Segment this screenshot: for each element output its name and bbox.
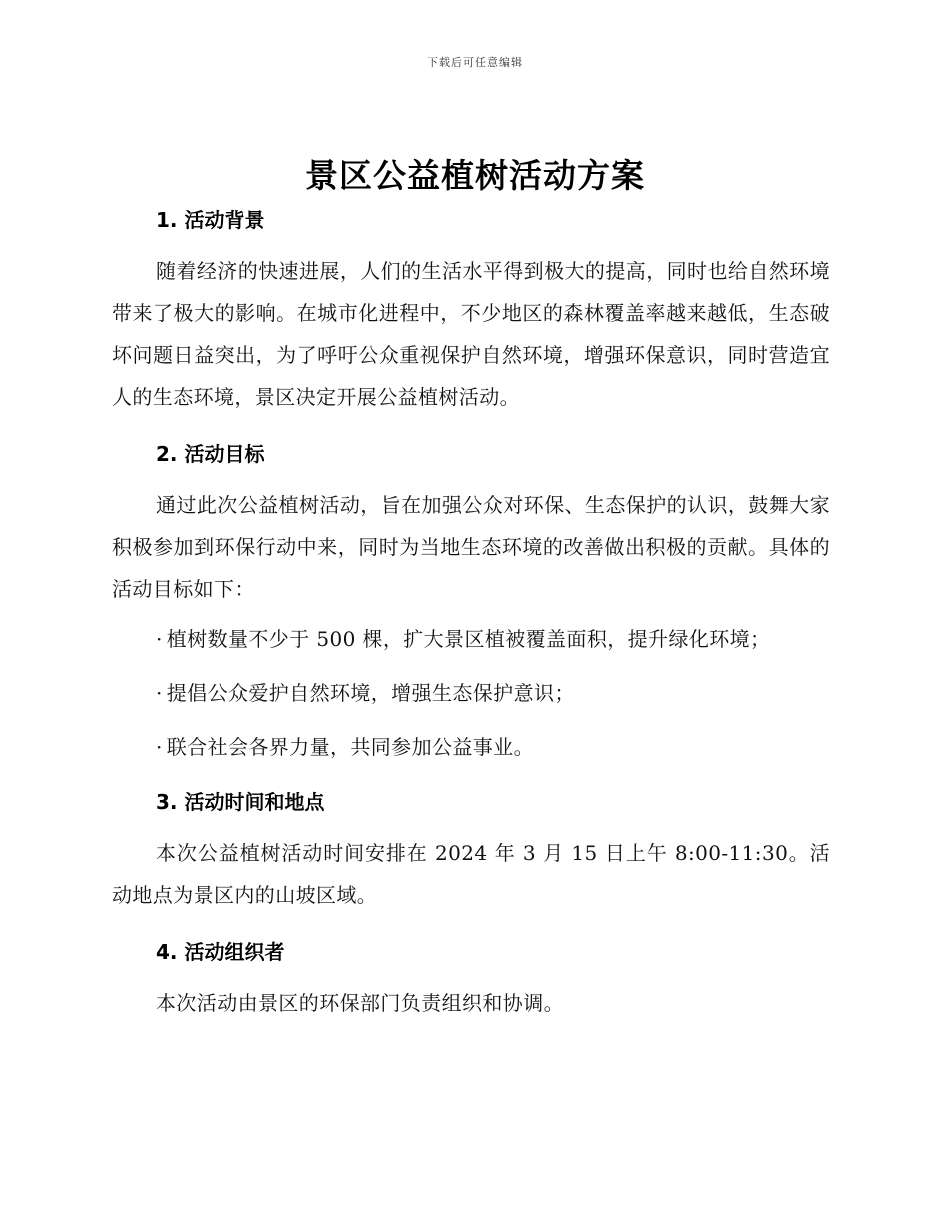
goals-list [112, 612, 830, 774]
section-heading: 4. 活动组织者 [156, 940, 285, 964]
section-paragraph: 随着经济的快速进展，人们的生活水平得到极大的提高，同时也给自然环境带来了极大的影响。在城市化进程中，不少地区的森林覆盖率越来越低，生态破坏问题日益突出，为了呼吁公众重视保护自然环境，增强环保意识，同时营造宜人的生态环境，景区决定开展公益植树活动。 [112, 259, 830, 409]
section-goals [112, 432, 830, 774]
header-note: 下载后可任意编辑 [427, 56, 523, 69]
section-organizer [112, 930, 830, 1024]
document-body [112, 198, 830, 1038]
list-item-text: 提倡公众爱护自然环境，增强生态保护意识； [166, 681, 575, 705]
section-paragraph: 本次公益植树活动时间安排在 2024 年 3 月 15 日上午 8:00-11:30。活动地点为景区内的山坡区域。 [112, 841, 830, 907]
list-item [112, 612, 830, 666]
list-item [112, 666, 830, 720]
section-background [112, 198, 830, 418]
section-time-location [112, 780, 830, 916]
list-item-text: 植树数量不少于 500 棵，扩大景区植被覆盖面积，提升绿化环境； [166, 627, 771, 651]
section-paragraph: 通过此次公益植树活动，旨在加强公众对环保、生态保护的认识，鼓舞大家积极参加到环保行动中来，同时为当地生态环境的改善做出积极的贡献。具体的活动目标如下： [112, 493, 830, 601]
section-heading: 3. 活动时间和地点 [156, 790, 325, 814]
section-heading: 2. 活动目标 [156, 442, 265, 466]
document-title: 景区公益植树活动方案 [305, 156, 645, 195]
bullet-icon: · [156, 681, 163, 705]
bullet-icon: · [156, 735, 163, 759]
list-item [112, 720, 830, 774]
list-item-text: 联合社会各界力量，共同参加公益事业。 [166, 735, 534, 759]
section-paragraph: 本次活动由景区的环保部门负责组织和协调。 [156, 991, 564, 1015]
section-heading: 1. 活动背景 [156, 208, 265, 232]
bullet-icon: · [156, 627, 163, 651]
